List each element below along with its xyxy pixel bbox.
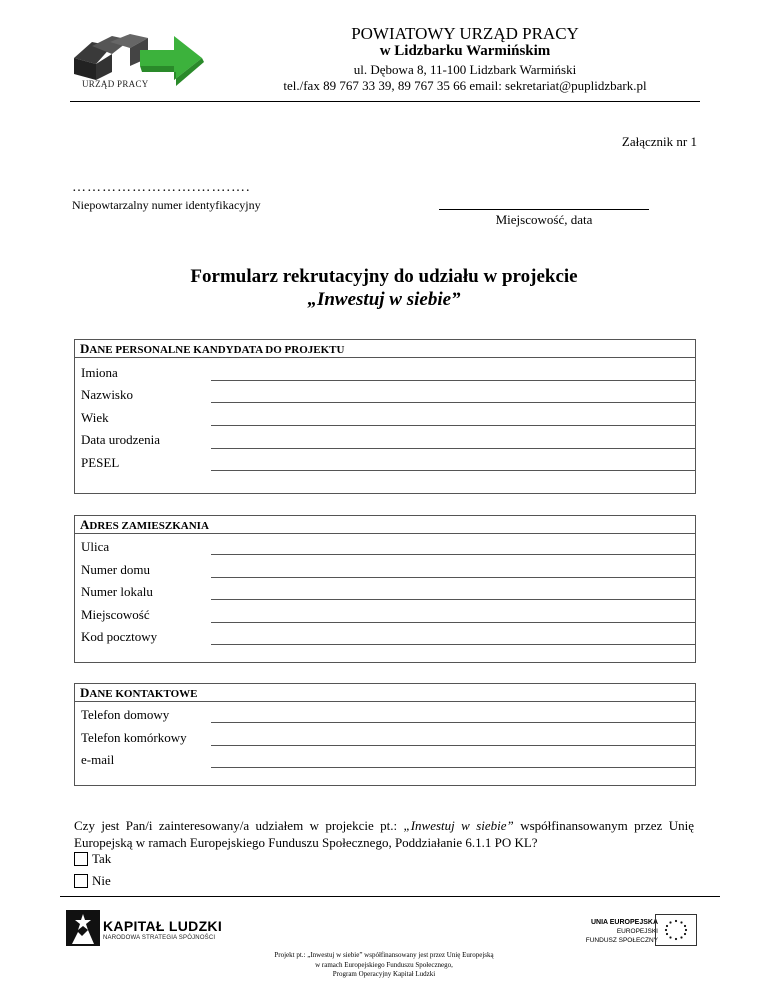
section-heading: DANE KONTAKTOWE [75, 684, 695, 702]
office-contact: tel./fax 89 767 33 39, 89 767 35 66 email: sekretariat@puplidzbark.pl [283, 78, 647, 93]
annex-label: Załącznik nr 1 [621, 134, 697, 149]
id-number-field[interactable]: …………………….…….…. [72, 180, 251, 195]
mobile-phone-input[interactable] [211, 745, 695, 746]
email-input[interactable] [211, 767, 695, 768]
field-label-pesel: PESEL [81, 455, 120, 470]
field-label-age: Wiek [81, 410, 109, 425]
no-checkbox[interactable] [74, 874, 88, 888]
house-number-input[interactable] [211, 577, 695, 578]
footer-note: Projekt pt.: „Inwestuj w siebie” współfinansowany jest przez Unię Europejską w ramach Europejskiego Funduszu Społecznego, Program Operacyjny Kapitał Ludzki [274, 951, 494, 978]
field-label-postal-code: Kod pocztowy [81, 629, 158, 644]
field-label-email: e-mail [81, 752, 115, 767]
eu-flag-icon [655, 914, 697, 946]
section-heading: ADRES ZAMIESZKANIA [75, 516, 695, 534]
contact-section [74, 683, 696, 786]
personal-data-section [74, 339, 696, 494]
office-address: ul. Dębowa 8, 11-100 Lidzbark Warmiński [353, 62, 577, 77]
section-heading: DANE PERSONALNE KANDYDATA DO PROJEKTU [75, 340, 695, 358]
yes-label: Tak [92, 851, 112, 866]
office-location: w Lidzbarku Warmińskim [379, 43, 551, 59]
field-label-street: Ulica [81, 539, 110, 554]
kapital-ludzki-title: KAPITAŁ LUDZKI [103, 918, 223, 934]
city-input[interactable] [211, 622, 695, 623]
place-date-label: Miejscowość, data [495, 212, 593, 227]
no-label: Nie [92, 873, 111, 888]
yes-checkbox[interactable] [74, 852, 88, 866]
field-label-birth-date: Data urodzenia [81, 432, 161, 447]
project-name: „Inwestuj w siebie” [307, 289, 461, 310]
pesel-input[interactable] [211, 470, 695, 471]
street-input[interactable] [211, 554, 695, 555]
field-label-home-phone: Telefon domowy [81, 707, 170, 722]
field-label-apartment-number: Numer lokalu [81, 584, 153, 599]
footer-divider [60, 896, 720, 897]
office-name: POWIATOWY URZĄD PRACY [351, 24, 579, 43]
participation-question: Czy jest Pan/i zainteresowany/a udziałem w projekcie pt.: „Inwestuj w siebie” współfinansowanym przez Unię Europejską w ramach Europejskiego Funduszu Społecznego, Poddziałanie 6.1.1 PO KL? [74, 818, 694, 850]
apartment-number-input[interactable] [211, 599, 695, 600]
kapital-ludzki-logo-icon [66, 910, 100, 946]
field-label-first-names: Imiona [81, 365, 118, 380]
first-names-input[interactable] [211, 380, 695, 381]
id-number-label: Niepowtarzalny numer identyfikacyjny [72, 198, 261, 212]
place-date-field[interactable] [439, 209, 649, 210]
form-title: Formularz rekrutacyjny do udziału w projekcie [190, 266, 578, 287]
header-divider [70, 101, 700, 102]
eu-label: UNIA EUROPEJSKA EUROPEJSKI FUNDUSZ SPOŁECZNY [585, 919, 658, 944]
birth-date-input[interactable] [211, 448, 695, 449]
home-phone-input[interactable] [211, 722, 695, 723]
field-label-house-number: Numer domu [81, 562, 150, 577]
field-label-mobile-phone: Telefon komórkowy [81, 730, 187, 745]
logo-caption: URZĄD PRACY [82, 79, 149, 89]
postal-code-input[interactable] [211, 644, 695, 645]
field-label-surname: Nazwisko [81, 387, 133, 402]
kapital-ludzki-subtitle: NARODOWA STRATEGIA SPÓJNOŚCI [103, 935, 216, 941]
surname-input[interactable] [211, 402, 695, 403]
age-input[interactable] [211, 425, 695, 426]
field-label-city: Miejscowość [81, 607, 150, 622]
address-section [74, 515, 696, 663]
